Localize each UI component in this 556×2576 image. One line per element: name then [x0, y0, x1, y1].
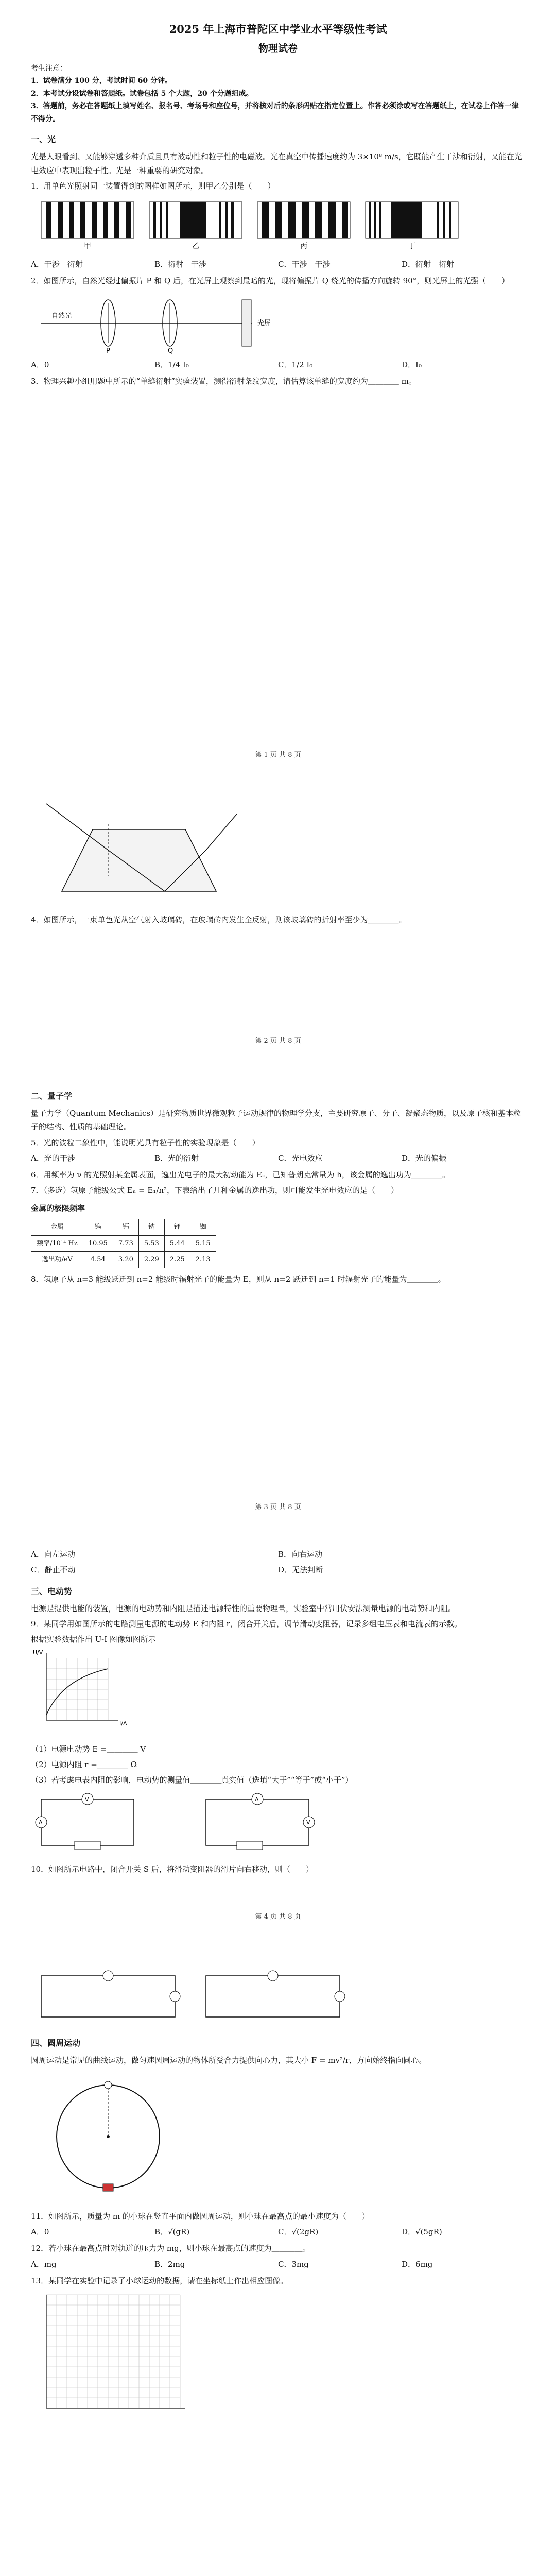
option[interactable]: C．光电效应 — [278, 1153, 323, 1163]
question-text: 7．（多选）氢原子能级公式 Eₙ = E₁/n²，下表给出了几种金属的逸出功，则可能发生光电效应的是（ ） — [31, 1185, 399, 1195]
exam-page — [31, 1968, 525, 2428]
option[interactable]: A．光的干涉 — [31, 1153, 75, 1163]
option[interactable]: C．干涉 干涉 — [278, 260, 331, 269]
option-list — [31, 258, 525, 271]
polarizer-diagram — [31, 292, 288, 354]
table-header-cell: 钾 — [164, 1219, 190, 1235]
table-header-cell: 铷 — [190, 1219, 216, 1235]
option[interactable]: A．向左运动 — [31, 1550, 75, 1559]
exam-page — [31, 1082, 525, 1288]
option[interactable]: C．静止不动 — [31, 1565, 76, 1575]
fig-label: 丁 — [408, 242, 415, 251]
page-footer: 第 4 页 共 8 页 — [255, 1913, 301, 1921]
option[interactable]: D．6mg — [402, 2259, 433, 2269]
axis-label: I/A — [119, 1720, 127, 1727]
table-cell: 逸出功/eV — [31, 1252, 83, 1268]
fig-label: 乙 — [192, 242, 199, 251]
graph-paper — [31, 2290, 196, 2424]
chart-note: 根据实验数据作出 U-I 图像如图所示 — [31, 1635, 156, 1644]
page-footer: 第 2 页 共 8 页 — [255, 1037, 301, 1045]
fig-label: 自然光 — [51, 312, 72, 320]
question-text: 12．若小球在最高点时对轨道的压力为 mg，则小球在最高点的速度为＿＿＿＿。 — [31, 2244, 310, 2253]
circular-track-diagram — [31, 2070, 196, 2204]
option[interactable]: B．衍射 干涉 — [154, 260, 207, 269]
table-cell: 2.25 — [164, 1252, 190, 1268]
exam-subtitle: 物理试卷 — [258, 42, 298, 54]
option[interactable]: D．衍射 衍射 — [402, 260, 455, 269]
exam-title: 2025 年上海市普陀区中学业水平等级性考试 — [169, 23, 387, 36]
exam-notes — [31, 62, 525, 126]
section-heading: 一、光 — [31, 134, 56, 145]
svg-text:A: A — [39, 1819, 43, 1826]
ui-graph — [31, 1648, 134, 1736]
table-header-cell: 钠 — [138, 1219, 164, 1235]
table-cell: 2.13 — [190, 1252, 216, 1268]
page-footer: 第 3 页 共 8 页 — [255, 1503, 301, 1511]
question-text: 8．氢原子从 n=3 能级跃迁到 n=2 能级时辐射光子的能量为 E，则从 n=2 跃迁到 n=1 时辐射光子的能量为＿＿＿＿。 — [31, 1275, 446, 1284]
polarizer-figure — [31, 292, 525, 354]
section-heading: 二、量子学 — [31, 1091, 73, 1101]
table-cell: 频率/10¹⁴ Hz — [31, 1235, 83, 1252]
option[interactable]: B．向右运动 — [278, 1550, 323, 1559]
option[interactable]: C．1/2 I₀ — [278, 360, 313, 369]
svg-text:A: A — [255, 1796, 259, 1803]
circuit-diagram — [31, 1968, 360, 2025]
fig-label: 甲 — [84, 242, 91, 251]
table-cell: 2.29 — [138, 1252, 164, 1268]
question-text: 9．某同学用如图所示的电路测量电源的电动势 E 和内阻 r，闭合开关后，调节滑动变阻器，记录多组电压表和电流表的示数。 — [31, 1619, 462, 1629]
note-item: 2．本考试分设试卷和答题纸。试卷包括 5 个大题，20 个分题组成。 — [31, 89, 253, 98]
page-footer: 第 1 页 共 8 页 — [255, 751, 301, 759]
option[interactable]: B．√(gR) — [154, 2227, 190, 2236]
option-list — [31, 1151, 525, 1165]
option[interactable]: D．√(5gR) — [402, 2227, 442, 2236]
table-header-cell: 钙 — [113, 1219, 138, 1235]
table-header-cell: 钨 — [83, 1219, 113, 1235]
svg-text:V: V — [306, 1819, 310, 1826]
question-text: 3．物理兴趣小组用题中所示的“单缝衍射”实验装置，测得衍射条纹宽度，请估算该单缝的宽度约为＿＿＿＿ m。 — [31, 376, 416, 386]
question-sub: （3）若考虑电表内阻的影响，电动势的测量值＿＿＿＿真实值（选填“大于”“等于”或“小于”） — [31, 1775, 353, 1785]
exam-page — [31, 793, 525, 929]
question-text: 10．如图所示电路中，闭合开关 S 后，将滑动变阻器的滑片向右移动，则（ ） — [31, 1864, 314, 1874]
table-row — [31, 1252, 216, 1268]
option[interactable]: C．√(2gR) — [278, 2227, 319, 2236]
exam-page — [31, 1546, 525, 1878]
option-list — [31, 358, 525, 371]
section-intro: 圆周运动是常见的曲线运动，做匀速圆周运动的物体所受合力提供向心力，其大小 F = mv²/r，方向始终指向圆心。 — [31, 2056, 427, 2065]
question-sub: （2）电源内阻 r =＿＿＿＿ Ω — [31, 1759, 137, 1769]
table-row — [31, 1235, 216, 1252]
table-cell: 5.15 — [190, 1235, 216, 1252]
table-title: 金属的极限频率 — [31, 1203, 85, 1213]
note-item: 1．试卷满分 100 分，考试时间 60 分钟。 — [31, 77, 172, 86]
option[interactable]: C．3mg — [278, 2259, 309, 2269]
question-text: 4．如图所示，一束单色光从空气射入玻璃砖，在玻璃砖内发生全反射，则该玻璃砖的折射率至少为＿＿＿＿。 — [31, 915, 407, 925]
option[interactable]: A．0 — [31, 2227, 49, 2236]
option-list — [31, 2225, 525, 2239]
circuit-diagram — [31, 1789, 340, 1856]
question-text: 13．某同学在实验中记录了小球运动的数据，请在坐标纸上作出相应图像。 — [31, 2276, 288, 2285]
option[interactable]: D．光的偏振 — [402, 1153, 447, 1163]
option[interactable]: D．无法判断 — [278, 1565, 323, 1575]
notes-heading: 考生注意： — [31, 64, 67, 73]
table-header-row — [31, 1219, 216, 1235]
metal-table — [31, 1219, 216, 1268]
glass-prism-diagram — [31, 793, 247, 907]
section-heading: 四、圆周运动 — [31, 2038, 81, 2048]
question-text: 5．光的波粒二象性中，能说明光具有粒子性的实验现象是（ ） — [31, 1138, 260, 1147]
table-header-cell: 金属 — [31, 1219, 83, 1235]
fringe-figure — [31, 197, 525, 253]
question-text: 11．如图所示，质量为 m 的小球在竖直平面内做圆周运动，则小球在最高点的最小速度为（ ） — [31, 2211, 370, 2221]
option[interactable]: B．2mg — [154, 2259, 185, 2269]
fig-label: 丙 — [300, 242, 307, 251]
table-cell: 5.44 — [164, 1235, 190, 1252]
option[interactable]: D．I₀ — [402, 360, 422, 369]
fringe-patterns-diagram — [31, 197, 474, 253]
section-heading: 三、电动势 — [31, 1586, 73, 1596]
option-list — [31, 1548, 525, 1577]
section-intro: 量子力学（Quantum Mechanics）是研究物质世界微观粒子运动规律的物理学分支，主要研究原子、分子、凝聚态物质，以及原子核和基本粒子的结构、性质的基础理论。 — [31, 1109, 522, 1132]
svg-text:V: V — [85, 1796, 89, 1803]
fig-label: Q — [168, 347, 173, 354]
option[interactable]: A．干涉 衍射 — [31, 260, 83, 269]
fig-label: P — [106, 347, 110, 354]
question-text: 6．用频率为 ν 的光照射某金属表面，逸出光电子的最大初动能为 Eₖ，已知普朗克常量为 h，该金属的逸出功为＿＿＿＿。 — [31, 1170, 450, 1179]
option[interactable]: A．mg — [31, 2259, 57, 2269]
option-list — [31, 2258, 525, 2271]
exam-page — [31, 21, 525, 390]
table-cell: 10.95 — [83, 1235, 113, 1252]
table-cell: 3.20 — [113, 1252, 138, 1268]
option[interactable]: B．1/4 I₀ — [154, 360, 189, 369]
section-intro: 电源是提供电能的装置，电源的电动势和内阻是描述电源特性的重要物理量，实验室中常用伏安法测量电源的电动势和内阻。 — [31, 1603, 456, 1613]
question-text: 1．用单色光照射同一装置得到的图样如图所示，则甲乙分别是（ ） — [31, 181, 275, 191]
table-cell: 7.73 — [113, 1235, 138, 1252]
axis-label: U/V — [33, 1649, 43, 1656]
fig-label: 光屏 — [257, 319, 271, 327]
table-cell: 4.54 — [83, 1252, 113, 1268]
question-sub: （1）电源电动势 E =＿＿＿＿ V — [31, 1744, 146, 1754]
question-text: 2．如图所示，自然光经过偏振片 P 和 Q 后，在光屏上观察到最暗的光，现将偏振片 Q 绕光的传播方向旋转 90°，则光屏上的光强（ ） — [31, 276, 510, 286]
option[interactable]: A．0 — [31, 360, 49, 369]
option[interactable]: B．光的衍射 — [154, 1153, 199, 1163]
table-cell: 5.53 — [138, 1235, 164, 1252]
section-intro: 光是人眼看到、又能够穿透多种介质且具有波动性和粒子性的电磁波。光在真空中传播速度约为 3×10⁸ m/s，它既能产生干涉和衍射，又能在光电效应中表现出粒子性。光是一种重要的研究对象。 — [31, 152, 522, 175]
note-item: 3．答题前，务必在答题纸上填写姓名、报名号、考场号和座位号，并将核对后的条形码贴在指定位置上。作答必须涂或写在答题纸上，在试卷上作答一律不得分。 — [31, 102, 519, 123]
